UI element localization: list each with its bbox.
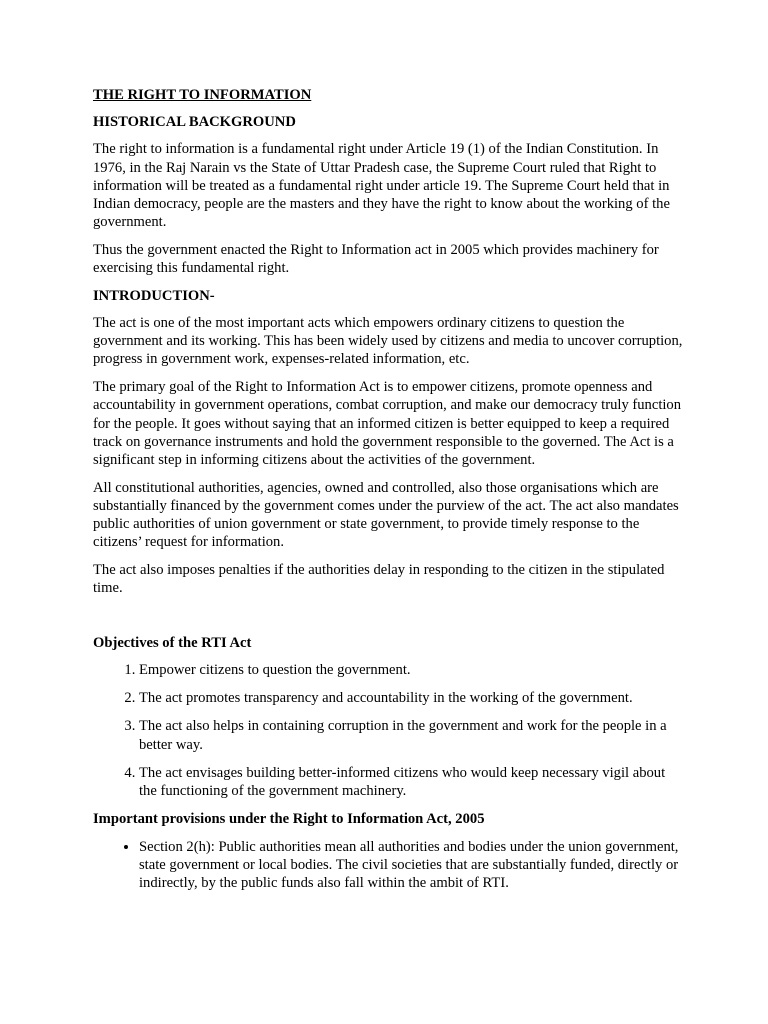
historical-background-paragraph-2: Thus the government enacted the Right to Information act in 2005 which provides machinery for exercising this fundamental right. — [93, 241, 659, 277]
objective-item: 2. The act promotes transparency and accountability in the working of the government. — [139, 689, 683, 707]
objective-item: 4. The act envisages building better-informed citizens who would keep necessary vigil about the functioning of the government machinery. — [139, 764, 683, 800]
introduction-paragraph-2: The primary goal of the Right to Information Act is to empower citizens, promote openness and accountability in government operations, combat corruption, and make our democracy truly function for the people. It goes without saying that an informed citizen is better equipped to keep a required track on governance instruments and hold the government responsible to the governed. The Act is a significant step in informing citizens about the activities of the government. — [93, 379, 682, 468]
section-spacer — [93, 607, 683, 634]
document-page — [93, 86, 683, 902]
introduction-paragraph-3: All constitutional authorities, agencies, owned and controlled, also those organisations which are substantially financed by the government comes under the purview of the act. The act also mandates public authorities of union government or state government, to provide timely response to the citizens’ request for information. — [93, 479, 679, 551]
introduction-heading: INTRODUCTION- — [93, 287, 215, 304]
provisions-heading: Important provisions under the Right to Information Act, 2005 — [93, 811, 485, 828]
historical-background-paragraph-1: The right to information is a fundamental right under Article 19 (1) of the Indian Constitution. In 1976, in the Raj Narain vs the State of Uttar Pradesh case, the Supreme Court ruled that Right to information will be treated as a fundamental right under article 19. The Supreme Court held that in Indian democracy, people are the masters and they have the right to know about the working of the government. — [93, 141, 670, 231]
objective-item: 3. The act also helps in containing corruption in the government and work for the people in a better way. — [139, 717, 683, 753]
historical-background-heading: HISTORICAL BACKGROUND — [93, 114, 296, 131]
introduction-paragraph-1: The act is one of the most important acts which empowers ordinary citizens to question the government and its working. This has been widely used by citizens and media to uncover corruption, progress in government work, expenses-related information, etc. — [93, 315, 683, 368]
provisions-list — [93, 838, 683, 893]
introduction-paragraph-4: The act also imposes penalties if the authorities delay in responding to the citizen in the stipulated time. — [93, 561, 665, 597]
objectives-list — [93, 661, 683, 800]
objective-item: 1. Empower citizens to question the government. — [139, 661, 683, 679]
objectives-heading: Objectives of the RTI Act — [93, 634, 252, 651]
document-title: THE RIGHT TO INFORMATION — [93, 87, 312, 103]
provision-item: • Section 2(h): Public authorities mean all authorities and bodies under the union government, state government or local bodies. The civil societies that are substantially funded, directly or indirectly, by the public funds also fall within the ambit of RTI. — [139, 838, 683, 893]
